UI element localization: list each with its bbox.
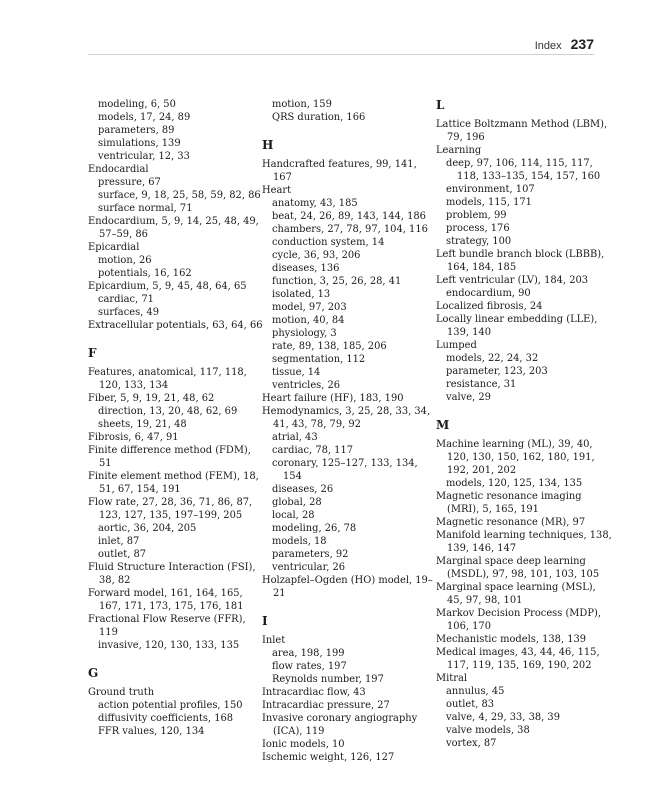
- index-entry: Lattice Boltzmann Method (LBM), 79, 196: [436, 119, 608, 143]
- index-entry: Invasive coronary angiography (ICA), 119: [262, 713, 418, 737]
- index-subentry: diseases, 26: [272, 484, 334, 495]
- index-entry: Ground truth: [88, 687, 155, 698]
- index-subentry: conduction system, 14: [272, 237, 385, 248]
- index-entry: Endocardial: [88, 164, 149, 175]
- index-entry: Heart: [262, 185, 292, 196]
- page-number: 237: [570, 36, 594, 52]
- section-heading: F: [88, 346, 97, 360]
- index-subentry: invasive, 120, 130, 133, 135: [98, 640, 240, 651]
- index-entry: Hemodynamics, 3, 25, 28, 33, 34, 41, 43, 78, 79, 92: [262, 406, 431, 430]
- index-subentry: valve models, 38: [446, 725, 530, 736]
- index-section: [88, 666, 264, 738]
- index-subentry: potentials, 16, 162: [98, 268, 192, 279]
- index-subentry: Reynolds number, 197: [272, 674, 384, 685]
- index-entry: Medical images, 43, 44, 46, 115, 117, 119, 135, 169, 190, 202: [436, 647, 600, 671]
- index-subentry: models, 22, 24, 32: [446, 353, 539, 364]
- index-subentry: annulus, 45: [446, 686, 505, 697]
- index-entry: Epicardial: [88, 242, 140, 253]
- index-subentry: outlet, 87: [98, 549, 147, 560]
- index-subentry: flow rates, 197: [272, 661, 347, 672]
- index-subentry: models, 120, 125, 134, 135: [446, 478, 583, 489]
- index-subentry: surface, 9, 18, 25, 58, 59, 82, 86: [98, 190, 261, 201]
- header-rule: [88, 54, 594, 55]
- section-heading: G: [88, 666, 99, 680]
- index-subentry: atrial, 43: [272, 432, 318, 443]
- index-subentry: surface normal, 71: [98, 203, 193, 214]
- index-subentry: local, 28: [272, 510, 315, 521]
- index-entry: Mitral: [436, 673, 468, 684]
- index-subentry: chambers, 27, 78, 97, 104, 116: [272, 224, 428, 235]
- index-subentry: pressure, 67: [98, 177, 161, 188]
- index-subentry: environment, 107: [446, 184, 535, 195]
- index-subentry: global, 28: [272, 497, 322, 508]
- index-entry: Marginal space deep learning (MSDL), 97, 98, 101, 103, 105: [436, 556, 600, 580]
- index-entry: Holzapfel–Ogden (HO) model, 19–21: [262, 575, 433, 599]
- index-entry: Forward model, 161, 164, 165, 167, 171, 173, 175, 176, 181: [88, 588, 244, 612]
- index-subentry: cycle, 36, 93, 206: [272, 250, 361, 261]
- index-section: [262, 98, 438, 124]
- section-heading: L: [436, 98, 445, 112]
- index-subentry: endocardium, 90: [446, 288, 531, 299]
- index-entry: Lumped: [436, 340, 477, 351]
- index-column-1: [88, 98, 264, 738]
- index-entry: Locally linear embedding (LLE), 139, 140: [436, 314, 598, 338]
- index-entry: Markov Decision Process (MDP), 106, 170: [436, 608, 601, 632]
- index-entry: Magnetic resonance (MR), 97: [436, 517, 586, 528]
- index-subentry: vortex, 87: [446, 738, 497, 749]
- index-entry: Fibrosis, 6, 47, 91: [88, 432, 179, 443]
- index-subentry: sheets, 19, 21, 48: [98, 419, 187, 430]
- index-subentry: modeling, 6, 50: [98, 99, 176, 110]
- index-column-3: [436, 98, 612, 750]
- index-subentry: segmentation, 112: [272, 354, 366, 365]
- index-subentry: diffusivity coefficients, 168: [98, 713, 234, 724]
- index-subentry: coronary, 125–127, 133, 134, 154: [272, 458, 418, 482]
- index-entry: Inlet: [262, 635, 286, 646]
- index-subentry: function, 3, 25, 26, 28, 41: [272, 276, 402, 287]
- index-entry: Features, anatomical, 117, 118, 120, 133, 134: [88, 367, 247, 391]
- index-subentry: simulations, 139: [98, 138, 181, 149]
- index-subentry: area, 198, 199: [272, 648, 345, 659]
- index-section: [436, 98, 612, 404]
- index-section: [88, 346, 264, 652]
- index-entry: Manifold learning techniques, 138, 139, 146, 147: [436, 530, 612, 554]
- index-entry: Ionic models, 10: [262, 739, 345, 750]
- index-subentry: models, 17, 24, 89: [98, 112, 191, 123]
- index-entry: Left ventricular (LV), 184, 203: [436, 275, 589, 286]
- index-subentry: physiology, 3: [272, 328, 337, 339]
- index-entry: Handcrafted features, 99, 141, 167: [262, 159, 417, 183]
- index-subentry: valve, 4, 29, 33, 38, 39: [446, 712, 560, 723]
- index-subentry: ventricular, 12, 33: [98, 151, 190, 162]
- index-subentry: QRS duration, 166: [272, 112, 366, 123]
- index-subentry: direction, 13, 20, 48, 62, 69: [98, 406, 238, 417]
- running-header: [535, 36, 594, 52]
- index-subentry: resistance, 31: [446, 379, 517, 390]
- index-subentry: models, 18: [272, 536, 327, 547]
- index-subentry: models, 115, 171: [446, 197, 532, 208]
- index-entry: Intracardiac flow, 43: [262, 687, 366, 698]
- index-subentry: problem, 99: [446, 210, 507, 221]
- index-entry: Finite difference method (FDM), 51: [88, 445, 251, 469]
- index-subentry: motion, 159: [272, 99, 332, 110]
- index-subentry: model, 97, 203: [272, 302, 347, 313]
- index-subentry: parameters, 89: [98, 125, 175, 136]
- index-subentry: valve, 29: [446, 392, 491, 403]
- index-section: [262, 614, 438, 764]
- index-subentry: FFR values, 120, 134: [98, 726, 205, 737]
- index-entry: Fluid Structure Interaction (FSI), 38, 82: [88, 562, 256, 586]
- header-word: Index: [534, 40, 562, 52]
- index-subentry: cardiac, 71: [98, 294, 154, 305]
- index-subentry: ventricles, 26: [272, 380, 341, 391]
- index-section: [262, 138, 438, 600]
- index-subentry: inlet, 87: [98, 536, 140, 547]
- index-entry: Finite element method (FEM), 18, 51, 67, 154, 191: [88, 471, 259, 495]
- index-entry: Machine learning (ML), 39, 40, 120, 130, 150, 162, 180, 191, 192, 201, 202: [436, 439, 595, 476]
- index-entry: Learning: [436, 145, 482, 156]
- index-subentry: modeling, 26, 78: [272, 523, 357, 534]
- index-subentry: motion, 40, 84: [272, 315, 345, 326]
- index-entry: Fiber, 5, 9, 19, 21, 48, 62: [88, 393, 215, 404]
- index-entry: Mechanistic models, 138, 139: [436, 634, 587, 645]
- index-entry: Heart failure (HF), 183, 190: [262, 393, 404, 404]
- index-subentry: ventricular, 26: [272, 562, 346, 573]
- index-subentry: aortic, 36, 204, 205: [98, 523, 197, 534]
- index-entry: Localized fibrosis, 24: [436, 301, 543, 312]
- index-entry: Flow rate, 27, 28, 36, 71, 86, 87, 123, 127, 135, 197–199, 205: [88, 497, 253, 521]
- index-entry: Extracellular potentials, 63, 64, 66: [88, 320, 263, 331]
- index-subentry: tissue, 14: [272, 367, 321, 378]
- index-entry: Fractional Flow Reserve (FFR), 119: [88, 614, 246, 638]
- index-entry: Epicardium, 5, 9, 45, 48, 64, 65: [88, 281, 247, 292]
- index-subentry: isolated, 13: [272, 289, 331, 300]
- index-subentry: outlet, 83: [446, 699, 495, 710]
- index-subentry: process, 176: [446, 223, 510, 234]
- section-heading: I: [262, 614, 268, 628]
- index-entry: Magnetic resonance imaging (MRI), 5, 165, 191: [436, 491, 582, 515]
- index-subentry: surfaces, 49: [98, 307, 159, 318]
- section-heading: H: [262, 138, 274, 152]
- index-subentry: strategy, 100: [446, 236, 512, 247]
- section-heading: M: [436, 418, 450, 432]
- index-column-2: [262, 98, 438, 764]
- index-subentry: diseases, 136: [272, 263, 340, 274]
- index-subentry: cardiac, 78, 117: [272, 445, 354, 456]
- index-section: [436, 418, 612, 750]
- index-subentry: anatomy, 43, 185: [272, 198, 358, 209]
- index-subentry: parameters, 92: [272, 549, 349, 560]
- index-subentry: parameter, 123, 203: [446, 366, 548, 377]
- index-subentry: action potential profiles, 150: [98, 700, 243, 711]
- index-subentry: beat, 24, 26, 89, 143, 144, 186: [272, 211, 426, 222]
- index-entry: Intracardiac pressure, 27: [262, 700, 390, 711]
- index-subentry: deep, 97, 106, 114, 115, 117, 118, 133–135, 154, 157, 160: [446, 158, 601, 182]
- index-entry: Left bundle branch block (LBBB), 164, 184, 185: [436, 249, 605, 273]
- index-subentry: motion, 26: [98, 255, 152, 266]
- index-entry: Marginal space learning (MSL), 45, 97, 98, 101: [436, 582, 596, 606]
- index-entry: Ischemic weight, 126, 127: [262, 752, 395, 763]
- index-section: [88, 98, 264, 332]
- index-subentry: rate, 89, 138, 185, 206: [272, 341, 387, 352]
- index-entry: Endocardium, 5, 9, 14, 25, 48, 49, 57–59, 86: [88, 216, 259, 240]
